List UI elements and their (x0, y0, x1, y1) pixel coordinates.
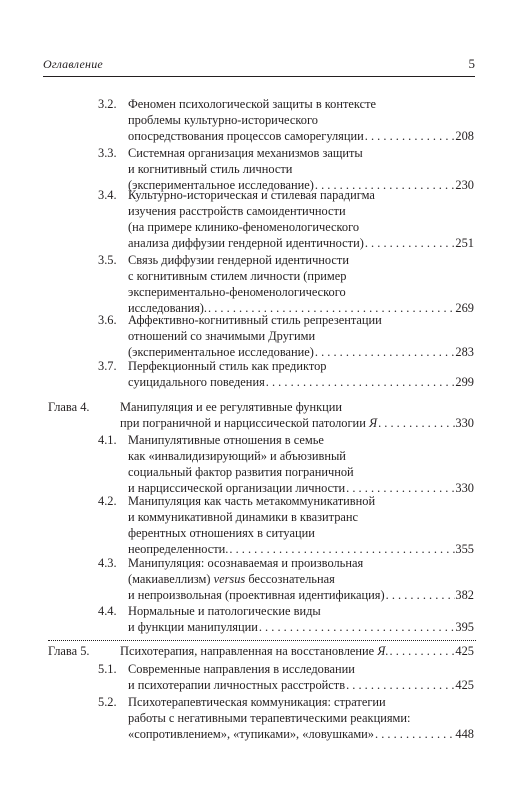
toc-entry-page: 448 (455, 727, 474, 741)
toc-entry-line: Нормальные и патологические виды (128, 604, 321, 618)
toc-entry-line: анализа диффузии гендерной идентичности) (128, 236, 364, 250)
toc-entry-page: 355 (455, 542, 474, 556)
toc-entry-line: Манипуляция: осознаваемая и произвольная (128, 556, 364, 570)
toc-entry-number: 5.2. (98, 695, 117, 709)
page-number: 5 (468, 56, 475, 71)
toc-entry-line: (экспериментальное исследование) (128, 178, 314, 192)
toc-chapter-number: Глава 5. (48, 644, 90, 658)
toc-entry-number: 4.4. (98, 604, 117, 618)
toc-entry-number: 4.2. (98, 494, 117, 508)
dot-leader (389, 643, 456, 659)
toc-entry-line: суицидального поведения (128, 375, 265, 389)
toc-entry-line: Аффективно-когнитивный стиль репрезентации (128, 313, 382, 327)
toc-entry-number: 5.1. (98, 662, 117, 676)
dot-leader (374, 726, 455, 742)
toc-entry-number: 3.4. (98, 188, 117, 202)
toc-entry-line: и непроизвольная (проективная идентификация) (128, 588, 385, 602)
header-rule (43, 76, 475, 77)
toc-entry-line: работы с негативными терапевтическими реакциями: (128, 711, 411, 725)
toc-entry-line: и коммуникативной динамики в квазитранс (128, 510, 359, 524)
toc-entry-line: как «инвалидизирующий» и абъюзивный (128, 449, 346, 463)
toc-entry-text: бессознательная (245, 572, 335, 586)
toc-entry-page: 230 (455, 178, 474, 192)
toc-entry-line: отношений со значимыми Другими (128, 329, 316, 343)
running-header-title: Оглавление (43, 57, 103, 71)
toc-entry-page: 330 (455, 481, 474, 495)
toc-entry-line: (на примере клинико-феноменологического (128, 220, 360, 234)
toc-entry-page: 425 (455, 678, 474, 692)
toc-entry-line: Феномен психологической защиты в контексте (128, 97, 377, 111)
dot-leader (345, 677, 455, 693)
toc-entry-page: 299 (455, 375, 474, 389)
toc-entry-line: проблемы культурно-исторического (128, 113, 318, 127)
toc-entry-line: опосредствования процессов саморегуляции (128, 129, 364, 143)
dot-leader (377, 415, 455, 431)
toc-entry-page: 283 (455, 345, 474, 359)
toc-entry-line: неопределенности. (128, 542, 229, 556)
toc-entry-line-rich (128, 571, 474, 587)
toc-chapter-line: Манипуляция и ее регулятивные функции (120, 400, 343, 414)
toc-entry-number: 3.3. (98, 146, 117, 160)
toc-entry-line: социальный фактор развития пограничной (128, 465, 354, 479)
toc-entry-line: с когнитивным стилем личности (пример (128, 269, 347, 283)
toc-entry-number: 3.6. (98, 313, 117, 327)
toc-entry-line: ферентных отношениях в ситуации (128, 526, 315, 540)
toc-entry-line: (экспериментальное исследование) (128, 345, 314, 359)
toc-entry-page: 251 (455, 236, 474, 250)
toc-entry-text: (макиавеллизм) (128, 572, 214, 586)
running-header (43, 57, 475, 77)
toc-entry-page: 208 (455, 129, 474, 143)
toc-chapter-italic-word: Я. (377, 644, 389, 658)
toc-entry-line: и когнитивный стиль личности (128, 162, 293, 176)
toc-entry-number: 3.2. (98, 97, 117, 111)
toc-entry-line: Манипуляция как часть метакоммуникативной (128, 494, 376, 508)
toc-entry-number: 4.3. (98, 556, 117, 570)
toc-entry-line: экспериментально-феноменологического (128, 285, 346, 299)
toc-entry-line: и психотерапии личностных расстройств (128, 678, 346, 692)
toc-entry-line: Культурно-историческая и стилевая парадигма (128, 188, 375, 202)
toc-chapter-page: 330 (455, 416, 474, 430)
toc-entry-line: Связь диффузии гендерной идентичности (128, 253, 349, 267)
toc-entry-page: 269 (455, 301, 474, 315)
dot-leader (258, 619, 456, 635)
toc-entry-number: 3.7. (98, 359, 117, 373)
toc-entry-number: 4.1. (98, 433, 117, 447)
toc-chapter-number: Глава 4. (48, 400, 90, 414)
dot-leader (364, 235, 456, 251)
toc-entry-line: исследования). (128, 301, 208, 315)
toc-chapter-page: 425 (455, 644, 474, 658)
toc-entry-line: и нарциссической организации личности (128, 481, 346, 495)
toc-entry-line: и функции манипуляции (128, 620, 258, 634)
dot-leader (385, 587, 456, 603)
toc-entry-page: 395 (455, 620, 474, 634)
toc-entry-line: Манипулятивные отношения в семье (128, 433, 324, 447)
toc-entry-page: 382 (455, 588, 474, 602)
toc-entry-line: Перфекционный стиль как предиктор (128, 359, 327, 373)
toc-entry-line: изучения расстройств самоидентичности (128, 204, 346, 218)
toc-entry-line: Современные направления в исследовании (128, 662, 355, 676)
toc-chapter-italic-word: Я (368, 416, 378, 430)
toc-entry-line: Психотерапевтическая коммуникация: стратегии (128, 695, 386, 709)
chapter-divider (48, 640, 476, 641)
dot-leader (364, 128, 456, 144)
toc-entry-number: 3.5. (98, 253, 117, 267)
toc-entry-line: Системная организация механизмов защиты (128, 146, 363, 160)
toc-entry-italic-word: versus (213, 572, 246, 586)
dot-leader (265, 374, 456, 390)
toc-chapter-line: при пограничной и нарциссической патологии (120, 416, 366, 430)
toc-chapter-line: Психотерапия, направленная на восстановление (120, 644, 375, 658)
toc-entry-line: «сопротивлением», «тупиками», «ловушками» (128, 727, 374, 741)
